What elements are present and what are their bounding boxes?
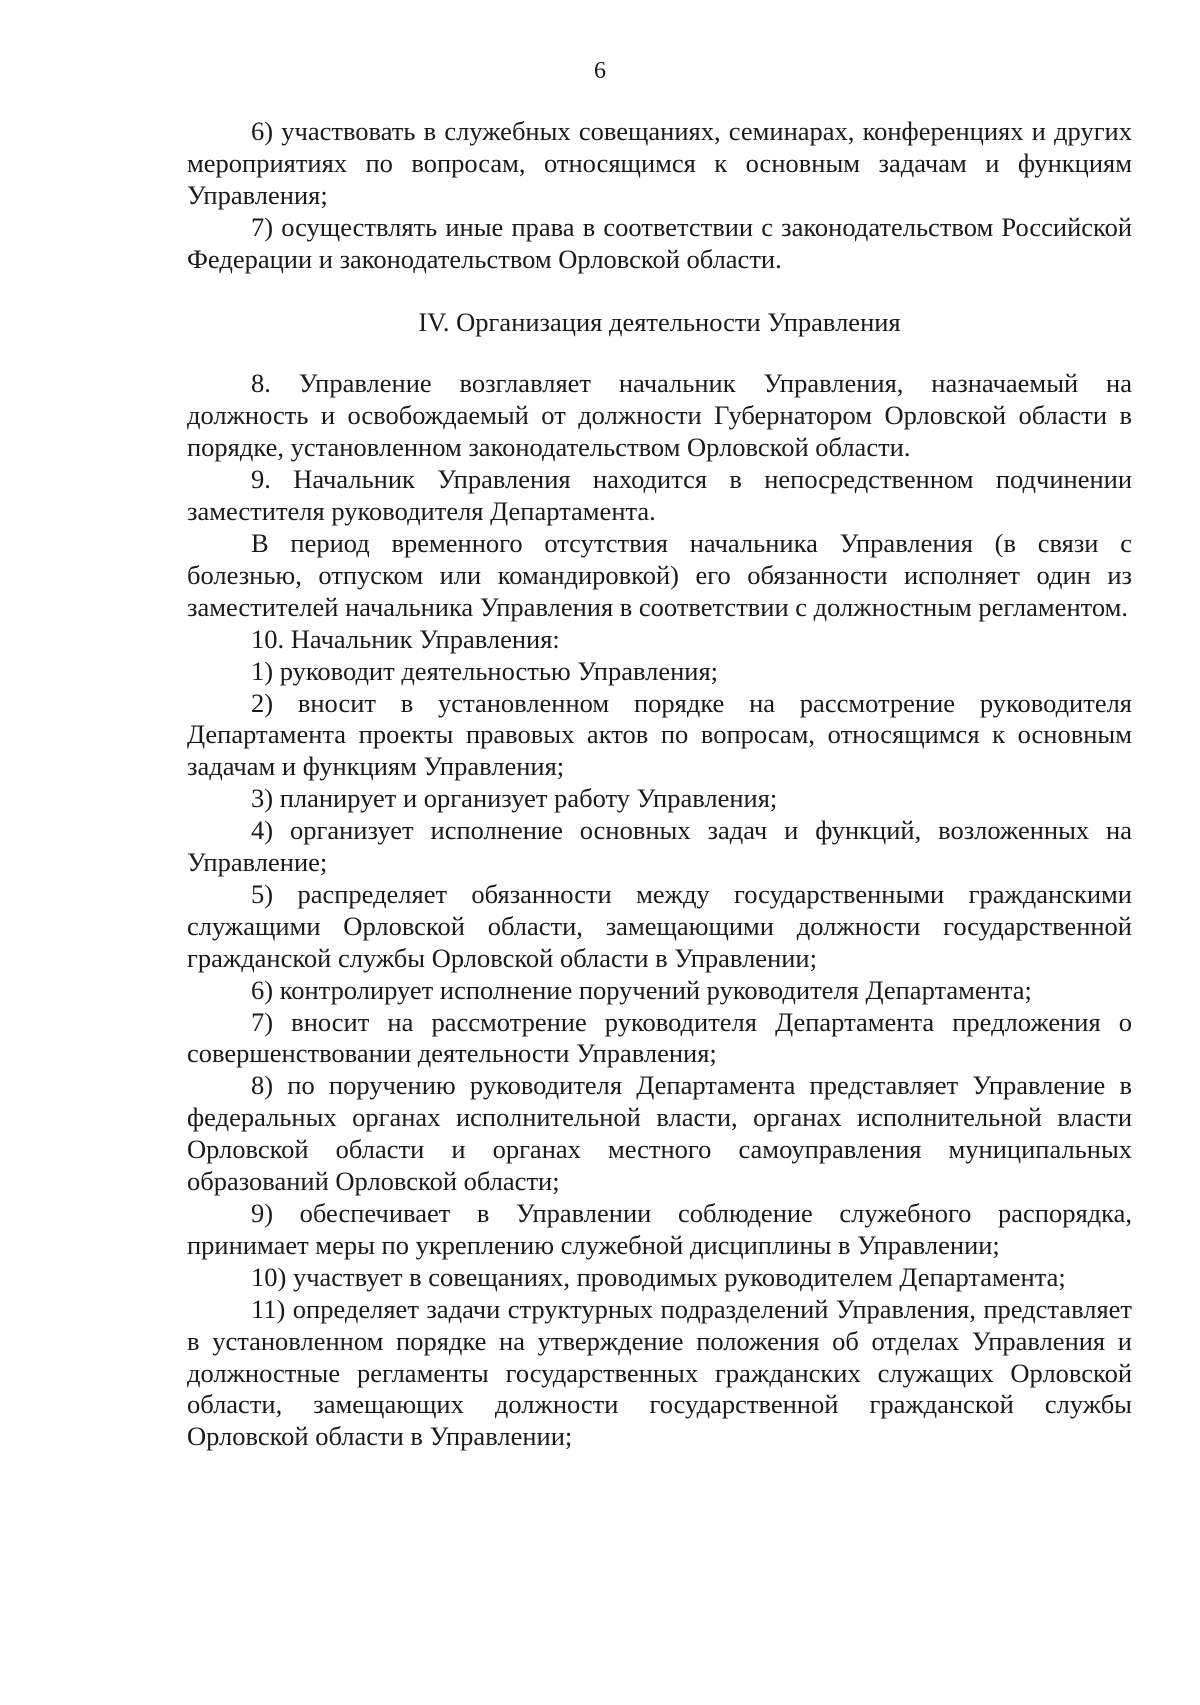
- paragraph: 3) планирует и организует работу Управления;: [251, 783, 778, 814]
- paragraph: 4) организует исполнение основных задач и функций, возложенных на Управление;: [187, 815, 1132, 878]
- paragraph: 5) распределяет обязанности между государственными гражданскими служащими Орловской области, замещающими должности государственной гражданской службы Орловской области в Управлении;: [187, 878, 1132, 973]
- paragraph: 10) участвует в совещаниях, проводимых руководителем Департамента;: [251, 1261, 1066, 1292]
- paragraph: 2) вносит в установленном порядке на рассмотрение руководителя Департамента проекты правовых актов по вопросам, относящимся к основным задачам и функциям Управления;: [187, 687, 1132, 782]
- paragraph: 6) контролирует исполнение поручений руководителя Департамента;: [251, 974, 1032, 1005]
- paragraph: 6) участвовать в служебных совещаниях, семинарах, конференциях и других мероприятиях по вопросам, относящимся к основным задачам и функциям Управления;: [187, 116, 1132, 210]
- section-heading: IV. Организация деятельности Управления: [418, 306, 901, 337]
- paragraph: 1) руководит деятельностью Управления;: [251, 655, 719, 686]
- paragraph: 9) обеспечивает в Управлении соблюдение служебного распорядка, принимает меры по укреплению служебной дисциплины в Управлении;: [187, 1198, 1132, 1260]
- page-number: 6: [594, 58, 606, 84]
- paragraph: 10. Начальник Управления:: [251, 623, 560, 654]
- paragraph: 9. Начальник Управления находится в непосредственном подчинении заместителя руководителя Департамента.: [187, 464, 1132, 527]
- paragraph: 7) вносит на рассмотрение руководителя Департамента предложения о совершенствовании деятельности Управления;: [187, 1006, 1132, 1069]
- paragraph: 8. Управление возглавляет начальник Управления, назначаемый на должность и освобождаемый от должности Губернатором Орловской области в порядке, установленном законодательством Орловской области.: [187, 368, 1132, 463]
- paragraph: В период временного отсутствия начальника Управления (в связи с болезнью, отпуском или командировкой) его обязанности исполняет один из заместителей начальника Управления в соответствии с должностным регламентом.: [187, 527, 1132, 622]
- paragraph: 8) по поручению руководителя Департамента представляет Управление в федеральных органах исполнительной власти, органах исполнительной власти Орловской области и органах местного самоуправления муниципальных образований Орловской области;: [187, 1070, 1132, 1197]
- paragraph: 11) определяет задачи структурных подразделений Управления, представляет в установленном порядке на утверждение положения об отделах Управления и должностные регламенты государственных гражданских служащих Орловской области, замещающих должности государственной гражданской службы Орловской области в Управлении;: [187, 1293, 1132, 1452]
- paragraph: 7) осуществлять иные права в соответствии с законодательством Российской Федерации и законодательством Орловской области.: [187, 211, 1132, 274]
- document-body: [187, 116, 1132, 1453]
